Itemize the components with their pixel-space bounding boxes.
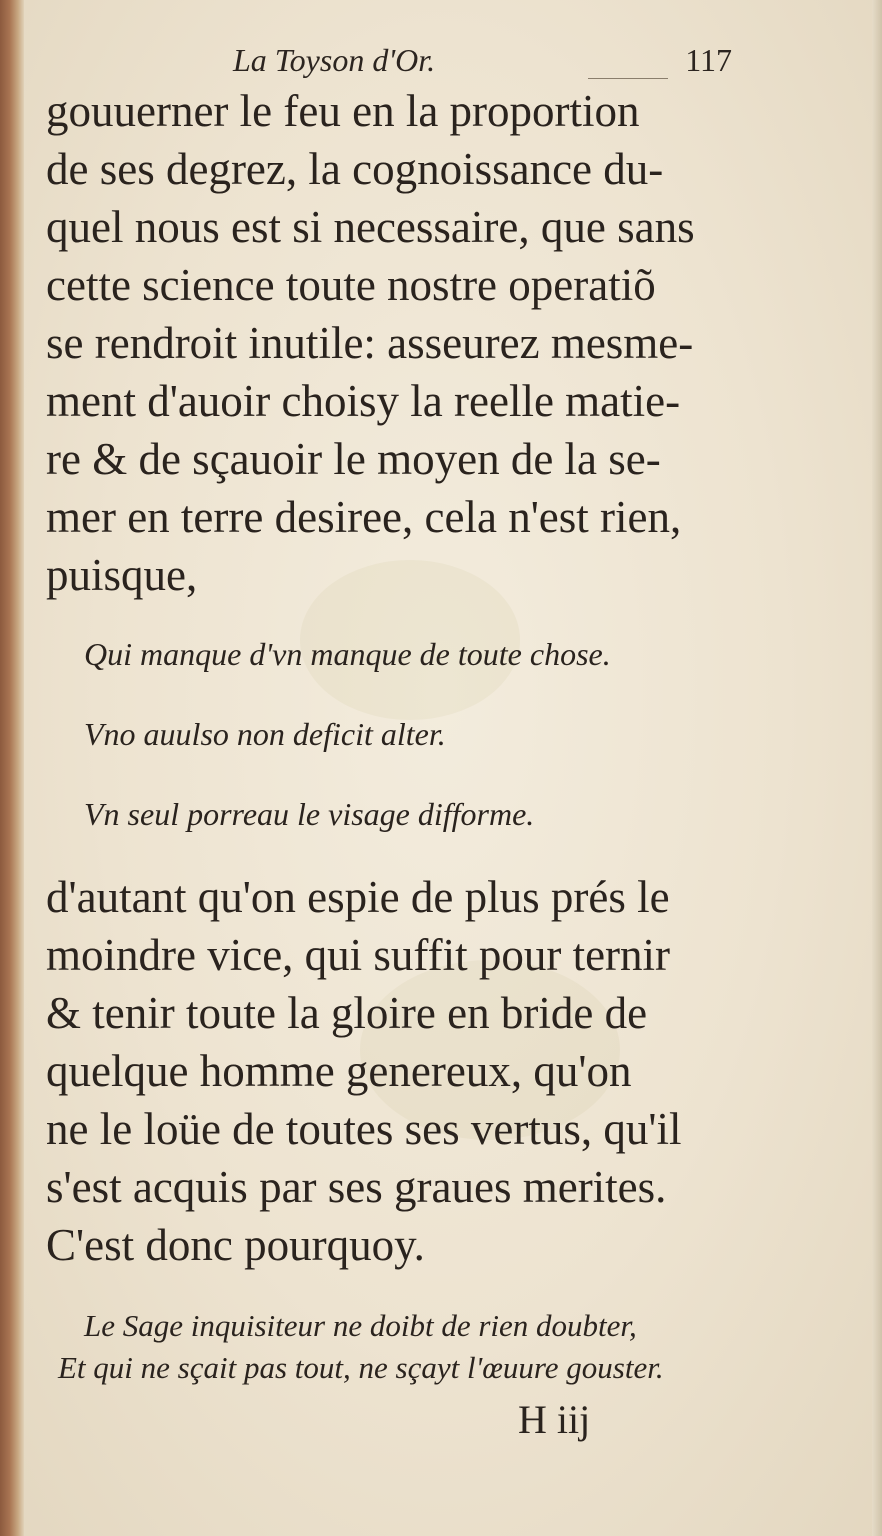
text-line: mer en terre desiree, cela n'est rien, [46, 492, 682, 542]
couplet-line: Le Sage inquisiteur ne doibt de rien doubter, [84, 1308, 637, 1343]
text-line: puisque, [46, 550, 198, 600]
verse-line: Qui manque d'vn manque de toute chose. [84, 636, 611, 672]
text-line: re & de sçauoir le moyen de la se- [46, 434, 661, 484]
couplet-line: Et qui ne sçait pas tout, ne sçayt l'œuure gouster. [58, 1350, 664, 1385]
verse-line: Vno auulso non deficit alter. [84, 716, 446, 752]
body-paragraph-1 [46, 82, 746, 604]
text-line: quelque homme genereux, qu'on [46, 1046, 632, 1096]
page-edge [872, 0, 882, 1536]
text-line: moindre vice, qui suffit pour ternir [46, 930, 671, 980]
text-line: C'est donc pourquoy. [46, 1220, 425, 1270]
text-line: d'autant qu'on espie de plus prés le [46, 872, 670, 922]
verse-line: Vn seul porreau le visage difforme. [84, 796, 535, 832]
signature-mark: H iij [518, 1397, 591, 1442]
text-line: ne le loüe de toutes ses vertus, qu'il [46, 1104, 682, 1154]
text-line: cette science toute nostre operatiõ [46, 260, 656, 310]
header-rule [588, 78, 668, 79]
running-title: La Toyson d'Or. [233, 42, 436, 78]
running-header [48, 40, 738, 84]
text-line: ment d'auoir choisy la reelle matie- [46, 376, 681, 426]
text-line: se rendroit inutile: asseurez mesme- [46, 318, 694, 368]
body-paragraph-2 [46, 868, 746, 1274]
text-line: s'est acquis par ses graues merites. [46, 1162, 667, 1212]
page-number: 117 [685, 42, 732, 78]
text-line: quel nous est si necessaire, que sans [46, 202, 695, 252]
text-line: de ses degrez, la cognoissance du- [46, 144, 664, 194]
page-binding [0, 0, 24, 1536]
text-line: gouuerner le feu en la proportion [46, 86, 640, 136]
text-line: & tenir toute la gloire en bride de [46, 988, 648, 1038]
